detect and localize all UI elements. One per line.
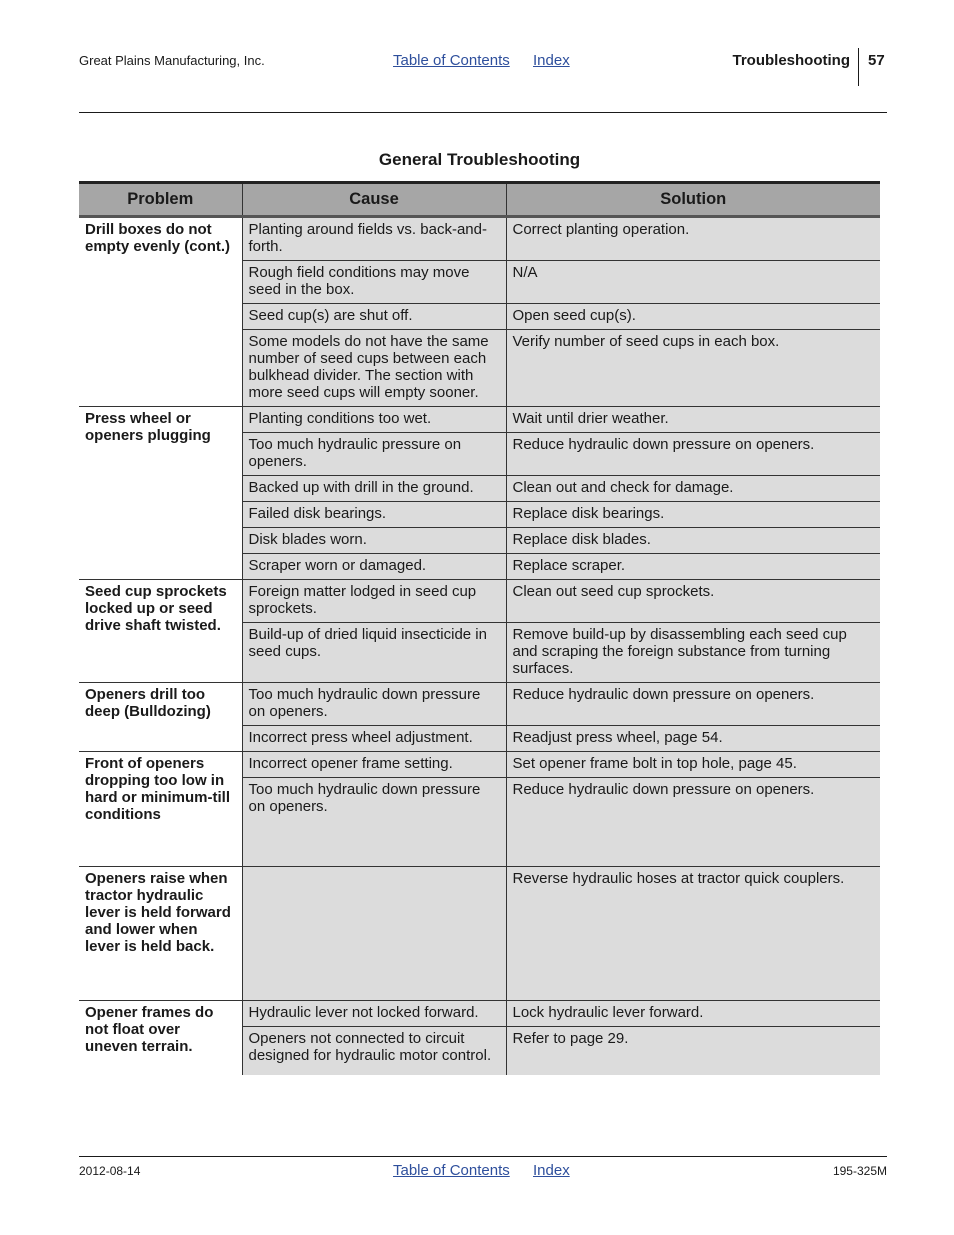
cause-cell: Too much hydraulic down pressure on openers. — [242, 683, 506, 726]
footer-index-link[interactable]: Index — [533, 1162, 570, 1179]
table-title: General Troubleshooting — [378, 150, 581, 169]
solution-cell: Correct planting operation. — [506, 217, 880, 261]
solution-cell: Wait until drier weather. — [506, 407, 880, 433]
solution-cell: Open seed cup(s). — [506, 304, 880, 330]
cause-cell: Hydraulic lever not locked forward. — [242, 1001, 506, 1027]
problem-cell: Front of openers dropping too low in hard or minimum-till conditions — [79, 752, 242, 867]
cause-cell: Planting conditions too wet. — [242, 407, 506, 433]
solution-cell: Replace disk blades. — [506, 528, 880, 554]
cause-cell: Incorrect opener frame setting. — [242, 752, 506, 778]
table-header-row — [79, 183, 880, 217]
solution-cell: Reverse hydraulic hoses at tractor quick couplers. — [506, 867, 880, 1001]
solution-cell: Verify number of seed cups in each box. — [506, 330, 880, 407]
column-header-solution: Solution — [506, 183, 880, 217]
table-row — [79, 752, 880, 778]
table-body — [79, 217, 880, 1075]
solution-cell: Refer to page 29. — [506, 1027, 880, 1075]
column-header-problem: Problem — [79, 183, 242, 217]
problem-cell: Openers raise when tractor hydraulic lever is held forward and lower when lever is held back. — [79, 867, 242, 1001]
solution-cell: Set opener frame bolt in top hole, page 45. — [506, 752, 880, 778]
column-header-cause: Cause — [242, 183, 506, 217]
troubleshooting-table — [79, 181, 880, 1075]
table-row — [79, 217, 880, 261]
footer-date: 2012-08-14 — [79, 1164, 141, 1178]
cause-cell: Seed cup(s) are shut off. — [242, 304, 506, 330]
solution-cell: Replace scraper. — [506, 554, 880, 580]
header-rule — [79, 112, 887, 113]
problem-cell: Drill boxes do not empty evenly (cont.) — [79, 217, 242, 407]
cause-cell: Foreign matter lodged in seed cup sprockets. — [242, 580, 506, 623]
cause-cell: Openers not connected to circuit designed for hydraulic motor control. — [242, 1027, 506, 1075]
solution-cell: Clean out seed cup sprockets. — [506, 580, 880, 623]
cause-cell: Backed up with drill in the ground. — [242, 476, 506, 502]
footer-rule — [79, 1156, 887, 1157]
cause-cell: Build-up of dried liquid insecticide in seed cups. — [242, 623, 506, 683]
problem-cell: Seed cup sprockets locked up or seed drive shaft twisted. — [79, 580, 242, 683]
cause-cell: Failed disk bearings. — [242, 502, 506, 528]
solution-cell: Readjust press wheel, page 54. — [506, 726, 880, 752]
solution-cell: Reduce hydraulic down pressure on openers. — [506, 778, 880, 867]
cause-cell: Planting around fields vs. back-and-forth. — [242, 217, 506, 261]
table-row — [79, 580, 880, 623]
problem-cell: Opener frames do not float over uneven terrain. — [79, 1001, 242, 1075]
cause-cell — [242, 867, 506, 1001]
header-table-of-contents-link[interactable]: Table of Contents — [393, 52, 510, 69]
solution-cell: Reduce hydraulic down pressure on openers. — [506, 433, 880, 476]
solution-cell: Clean out and check for damage. — [506, 476, 880, 502]
cause-cell: Too much hydraulic pressure on openers. — [242, 433, 506, 476]
footer-table-of-contents-link[interactable]: Table of Contents — [393, 1162, 510, 1179]
problem-cell: Press wheel or openers plugging — [79, 407, 242, 580]
page-number: 57 — [868, 52, 885, 69]
table-row — [79, 1001, 880, 1027]
cause-cell: Disk blades worn. — [242, 528, 506, 554]
footer-document-number: 195-325M — [832, 1164, 887, 1178]
company-name: Great Plains Manufacturing, Inc. — [79, 53, 265, 68]
cause-cell: Too much hydraulic down pressure on openers. — [242, 778, 506, 867]
solution-cell: Lock hydraulic lever forward. — [506, 1001, 880, 1027]
solution-cell: Remove build-up by disassembling each seed cup and scraping the foreign substance from turning surfaces. — [506, 623, 880, 683]
solution-cell: Replace disk bearings. — [506, 502, 880, 528]
solution-cell: Reduce hydraulic down pressure on openers. — [506, 683, 880, 726]
cause-cell: Some models do not have the same number of seed cups between each bulkhead divider. The section with more seed cups will empty sooner. — [242, 330, 506, 407]
solution-cell: N/A — [506, 261, 880, 304]
cause-cell: Rough field conditions may move seed in the box. — [242, 261, 506, 304]
cause-cell: Incorrect press wheel adjustment. — [242, 726, 506, 752]
table-row — [79, 407, 880, 433]
header-divider — [858, 48, 859, 86]
table-row — [79, 867, 880, 1001]
problem-cell: Openers drill too deep (Bulldozing) — [79, 683, 242, 752]
header-index-link[interactable]: Index — [533, 52, 570, 69]
cause-cell: Scraper worn or damaged. — [242, 554, 506, 580]
table-row — [79, 683, 880, 726]
section-title: Troubleshooting — [732, 52, 850, 69]
